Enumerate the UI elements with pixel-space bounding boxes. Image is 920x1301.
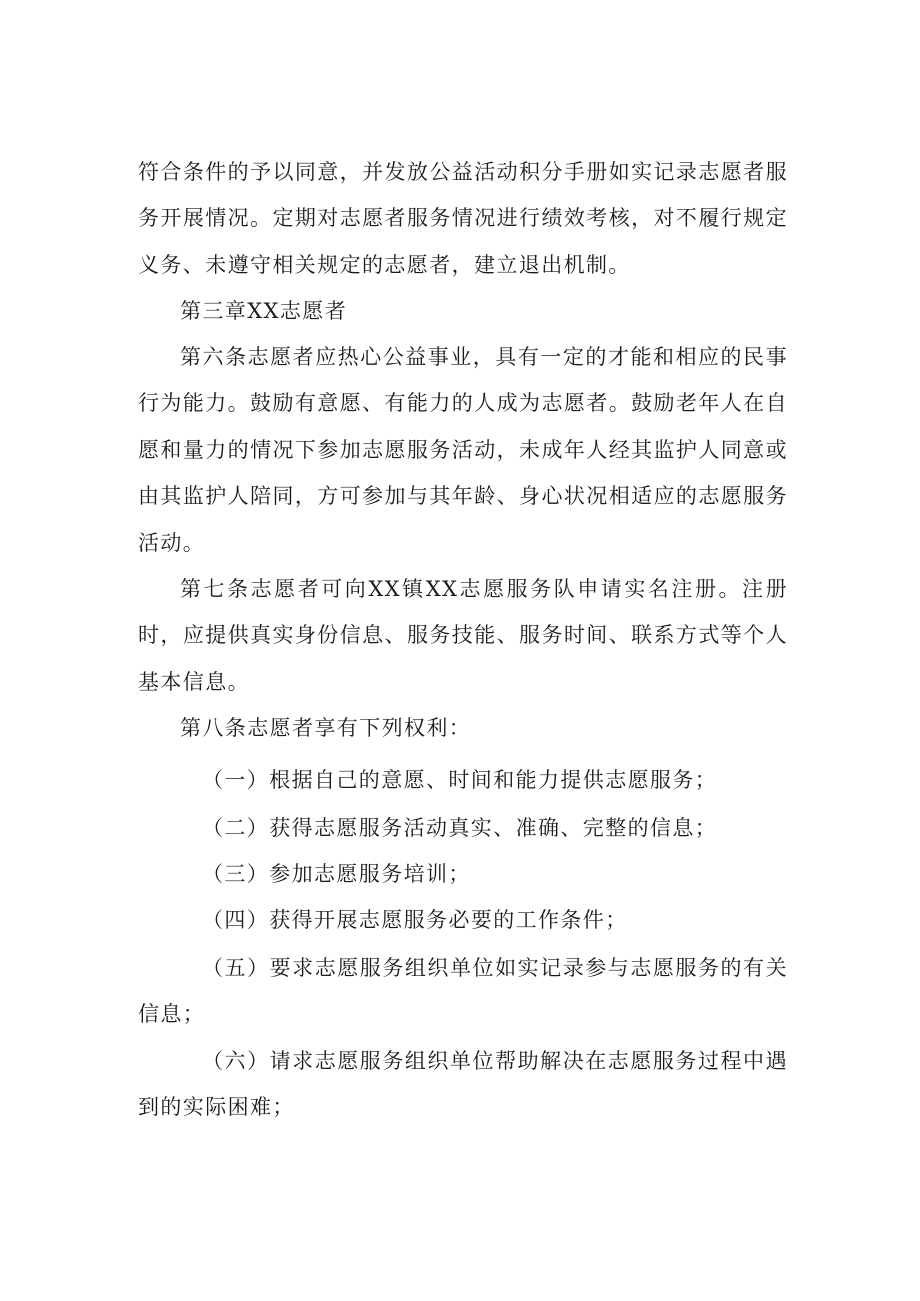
right-item-6: （六）请求志愿服务组织单位帮助解决在志愿服务过程中遇到的实际困难； — [138, 1049, 788, 1120]
right-item-1: （一）根据自己的意愿、时间和能力提供志愿服务； — [202, 768, 718, 792]
right-item-2: （二）获得志愿服务活动真实、准确、完整的信息； — [202, 816, 718, 840]
right-item-3: （三）参加志愿服务培训； — [202, 862, 471, 886]
article-7-paragraph: 第七条志愿者可向XX镇XX志愿服务队申请实名注册。注册时，应提供真实身份信息、服务技能、服务时间、联系方式等个人基本信息。 — [138, 577, 788, 694]
right-item-4: （四）获得开展志愿服务必要的工作条件； — [202, 908, 628, 932]
right-item-5: （五）要求志愿服务组织单位如实记录参与志愿服务的有关信息； — [138, 956, 788, 1027]
continuation-paragraph: 符合条件的予以同意，并发放公益活动积分手册如实记录志愿者服务开展情况。定期对志愿者服务情况进行绩效考核，对不履行规定义务、未遵守相关规定的志愿者，建立退出机制。 — [138, 160, 788, 277]
article-8-intro: 第八条志愿者享有下列权利： — [180, 716, 472, 740]
chapter-heading: 第三章XX志愿者 — [180, 299, 348, 323]
article-6-paragraph: 第六条志愿者应热心公益事业，具有一定的才能和相应的民事行为能力。鼓励有意愿、有能力的人成为志愿者。鼓励老年人在自愿和量力的情况下参加志愿服务活动，未成年人经其监护人同意或由其监护人陪同，方可参加与其年龄、身心状况相适应的志愿服务活动。 — [138, 345, 788, 555]
